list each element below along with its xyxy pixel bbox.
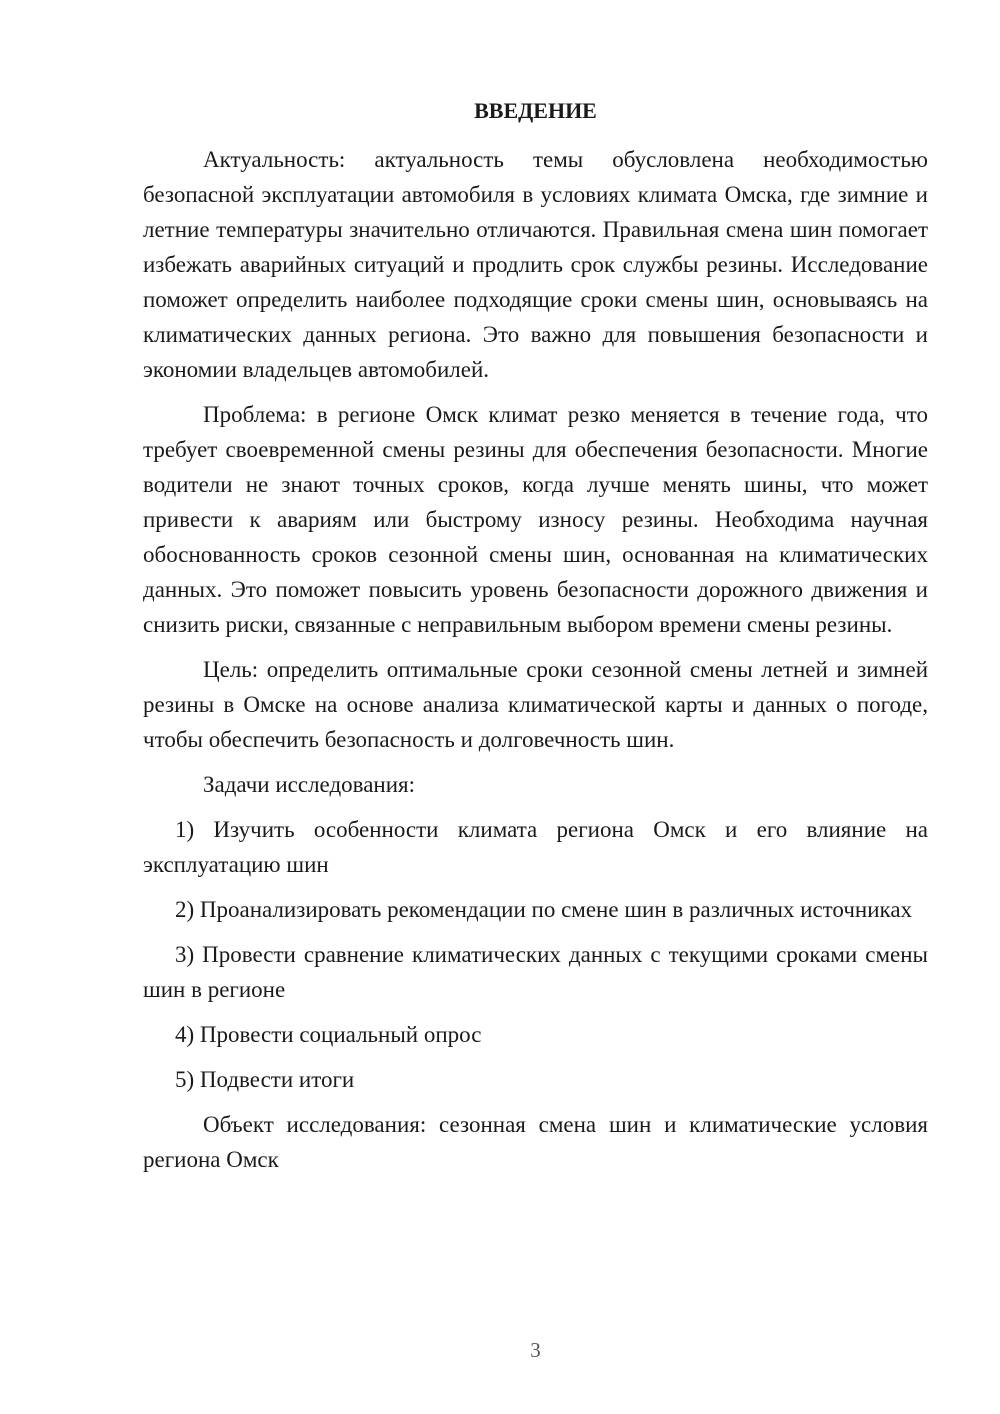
task-item: 3) Провести сравнение климатических данных с текущими сроками смены шин в регионе (143, 942, 928, 1002)
task-item: 2) Проанализировать рекомендации по смене шин в различных источниках (175, 897, 913, 922)
page-number: 3 (530, 1338, 541, 1362)
paragraph-object: Объект исследования: сезонная смена шин и климатические условия региона Омск (143, 1112, 928, 1172)
task-item: 1) Изучить особенности климата региона Омск и его влияние на эксплуатацию шин (143, 817, 928, 877)
paragraph-problem: Проблема: в регионе Омск климат резко меняется в течение года, что требует своевременной смены резины для обеспечения безопасности. Многие водители не знают точных сроков, когда лучше менять шины, что может привести к авариям или быстрому износу резины. Необходима научная обоснованность сроков сезонной смены шин, основанная на климатических данных. Это поможет повысить уровень безопасности дорожного движения и снизить риски, связанные с неправильным выбором времени смены резины. (143, 402, 928, 637)
section-heading: ВВЕДЕНИЕ (474, 98, 597, 123)
task-item: 5) Подвести итоги (175, 1067, 355, 1092)
paragraph-relevance: Актуальность: актуальность темы обусловлена необходимостью безопасной эксплуатации автомобиля в условиях климата Омска, где зимние и летние температуры значительно отличаются. Правильная смена шин помогает избежать аварийных ситуаций и продлить срок службы резины. Исследование поможет определить наиболее подходящие сроки смены шин, основываясь на климатических данных региона. Это важно для повышения безопасности и экономии владельцев автомобилей. (143, 147, 928, 382)
paragraph-goal: Цель: определить оптимальные сроки сезонной смены летней и зимней резины в Омске на основе анализа климатической карты и данных о погоде, чтобы обеспечить безопасность и долговечность шин. (143, 657, 928, 752)
document-body (143, 142, 928, 1187)
task-item: 4) Провести социальный опрос (175, 1022, 482, 1047)
tasks-heading: Задачи исследования: (203, 772, 416, 797)
